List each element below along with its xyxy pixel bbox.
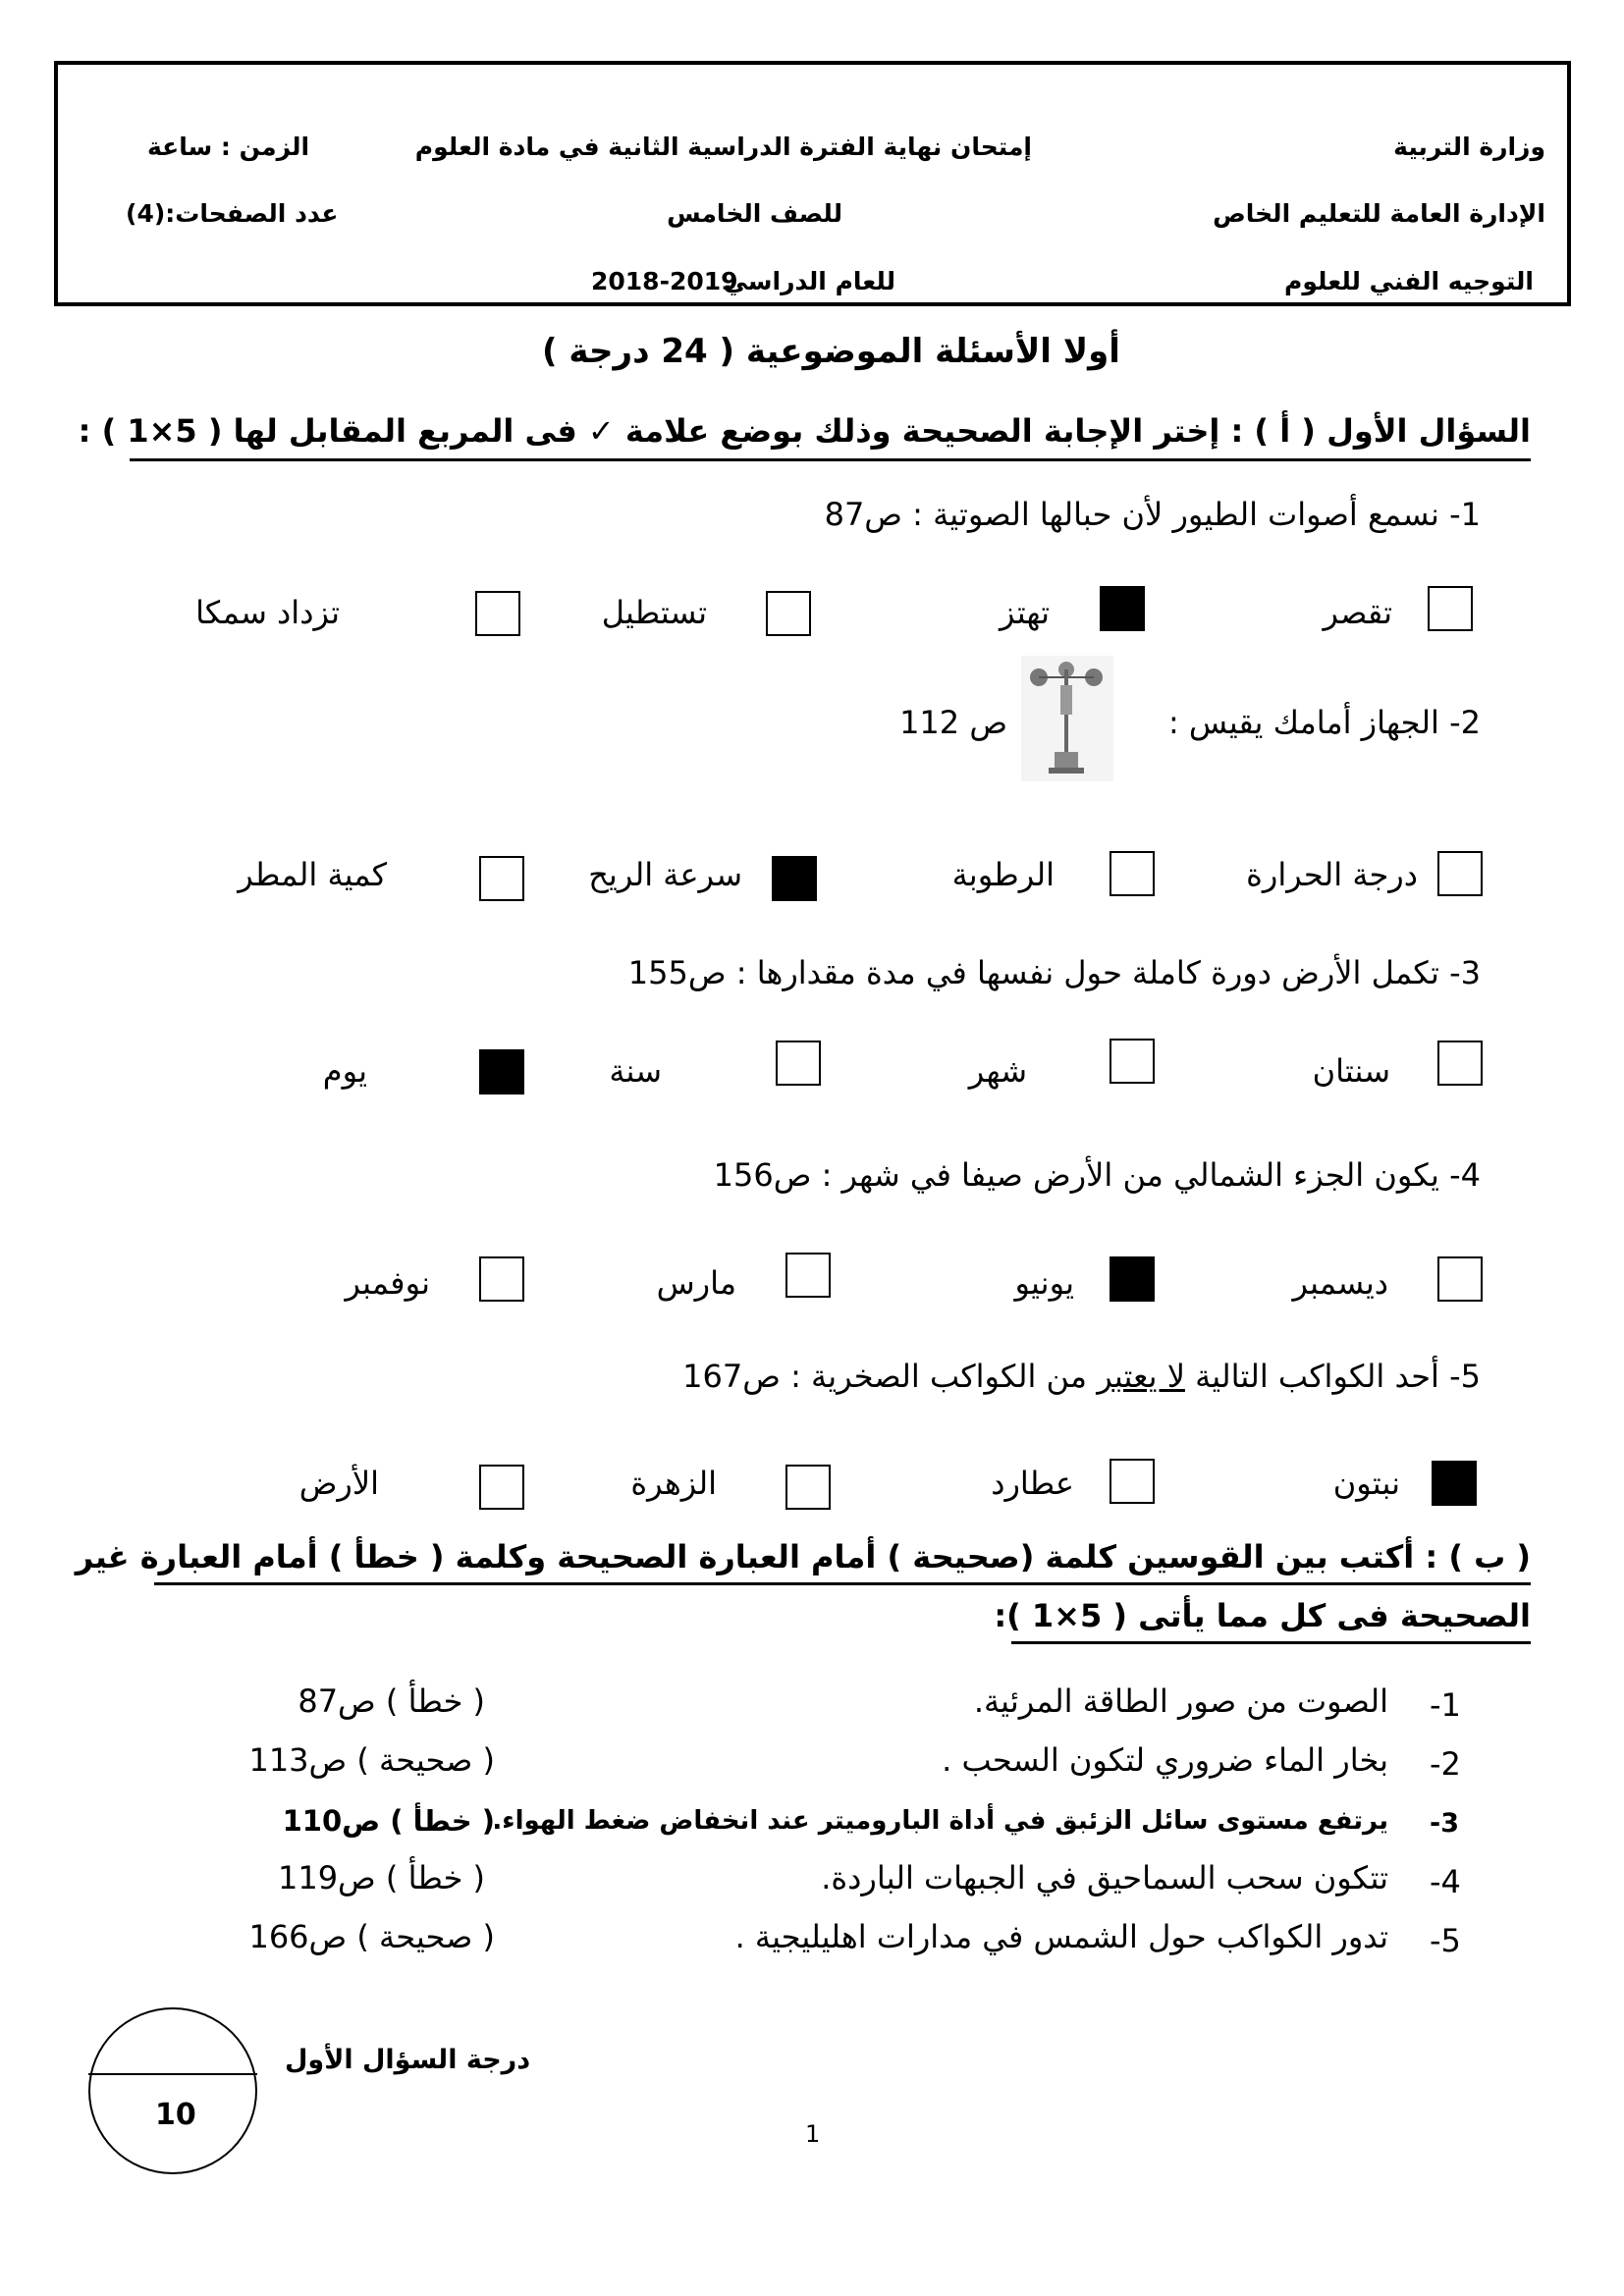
part-a-title-underline — [130, 458, 1531, 461]
q4-option-3-checkbox[interactable] — [785, 1253, 831, 1298]
q1-option-4-label: تزداد سمكا — [195, 594, 340, 631]
part-b-title-line-1: ( ب ) : أكتب بين القوسين كلمة (صحيحة ) أمام العبارة الصحيحة وكلمة ( خطأ ) أمام العبارة غير — [75, 1538, 1531, 1575]
grade-level: للصف الخامس — [667, 199, 842, 228]
statement-2-answer[interactable]: ( صحيحة ) ص113 — [248, 1741, 495, 1779]
q2-option-3-checkbox[interactable] — [772, 856, 817, 901]
q2-option-2-label: الرطوبة — [951, 856, 1055, 893]
q4-option-1-label: ديسمبر — [1292, 1264, 1388, 1302]
part-b-title-line-2: الصحيحة فى كل مما يأتى ( 5×1 ): — [994, 1597, 1531, 1634]
q3-option-4-checkbox[interactable] — [479, 1049, 524, 1095]
statement-5-answer[interactable]: ( صحيحة ) ص166 — [248, 1918, 495, 1955]
q1-option-1-label: تقصر — [1323, 594, 1392, 631]
statement-2-text: بخار الماء ضروري لتكون السحب . — [942, 1741, 1388, 1779]
question-3-text: 3- تكمل الأرض دورة كاملة حول نفسها في مدة مقدارها : ص155 — [627, 954, 1481, 991]
ministry-name: وزارة التربية — [1393, 133, 1545, 161]
q3-option-1-checkbox[interactable] — [1437, 1041, 1483, 1086]
question-5-text-after: من الكواكب الصخرية : ص167 — [682, 1358, 1088, 1395]
q5-option-1-label: نبتون — [1332, 1465, 1400, 1502]
q3-option-3-checkbox[interactable] — [776, 1041, 821, 1086]
exam-time: الزمن : ساعة — [147, 133, 310, 161]
question-5-text-underlined: لا يعتبر — [1097, 1358, 1185, 1395]
q2-option-3-label: سرعة الريح — [588, 856, 742, 893]
q5-option-3-label: الزهرة — [630, 1465, 717, 1502]
q4-option-4-checkbox[interactable] — [479, 1256, 524, 1302]
statement-3-answer[interactable]: ( خطأ ) ص110 — [282, 1804, 495, 1838]
supervision-name: التوجيه الفني للعلوم — [1284, 267, 1534, 295]
q5-option-2-checkbox[interactable] — [1110, 1459, 1155, 1504]
statement-4-number: -4 — [1430, 1863, 1461, 1900]
page-number: 1 — [805, 2120, 821, 2148]
q3-option-3-label: سنة — [609, 1052, 662, 1090]
q4-option-2-checkbox[interactable] — [1110, 1256, 1155, 1302]
question-5-text — [682, 1358, 1481, 1395]
question-2-page-ref: ص 112 — [899, 704, 1007, 741]
q1-option-3-checkbox[interactable] — [766, 591, 811, 636]
q2-option-2-checkbox[interactable] — [1110, 851, 1155, 896]
grade-label: درجة السؤال الأول — [285, 2045, 531, 2075]
statement-3-text: يرتفع مستوى سائل الزئبق في أداة الباروميتر عند انخفاض ضغط الهواء. — [492, 1806, 1388, 1836]
grade-circle-divider — [88, 2073, 257, 2075]
grade-value: 10 — [155, 2098, 196, 2132]
statement-5-number: -5 — [1430, 1922, 1461, 1959]
grade-circle — [88, 2007, 257, 2174]
q2-option-4-checkbox[interactable] — [479, 856, 524, 901]
q3-option-4-label: يوم — [322, 1052, 367, 1090]
statement-4-text: تتكون سحب السماحيق في الجبهات الباردة. — [821, 1859, 1388, 1896]
anemometer-image — [1021, 656, 1113, 781]
q5-option-2-label: عطارد — [991, 1465, 1074, 1502]
q1-option-1-checkbox[interactable] — [1428, 586, 1473, 631]
section-title: أولا الأسئلة الموضوعية ( 24 درجة ) — [542, 332, 1120, 371]
statement-3-number: -3 — [1430, 1808, 1459, 1839]
q4-option-3-label: مارس — [656, 1264, 736, 1302]
statement-1-answer[interactable]: ( خطأ ) ص87 — [298, 1682, 485, 1720]
question-4-text: 4- يكون الجزء الشمالي من الأرض صيفا في شهر : ص156 — [713, 1156, 1481, 1194]
exam-title: إمتحان نهاية الفترة الدراسية الثانية في مادة العلوم — [414, 133, 1032, 161]
q5-option-4-label: الأرض — [298, 1465, 379, 1502]
year-label: للعام الدراسي — [723, 267, 895, 295]
q5-option-4-checkbox[interactable] — [479, 1465, 524, 1510]
q1-option-2-checkbox[interactable] — [1100, 586, 1145, 631]
q5-option-3-checkbox[interactable] — [785, 1465, 831, 1510]
part-b-title-line-1-underline — [154, 1582, 1531, 1585]
q5-option-1-checkbox[interactable] — [1432, 1461, 1477, 1506]
q3-option-2-label: شهر — [968, 1052, 1027, 1090]
q4-option-2-label: يونيو — [1014, 1264, 1074, 1302]
q3-option-2-checkbox[interactable] — [1110, 1039, 1155, 1084]
statement-1-number: -1 — [1430, 1686, 1461, 1724]
question-2-text: 2- الجهاز أمامك يقيس : — [1167, 704, 1481, 741]
part-a-title: السؤال الأول ( أ ) : إختر الإجابة الصحيحة وذلك بوضع علامة ✓ فى المربع المقابل لها ( 5×1 ) : — [78, 412, 1531, 450]
q1-option-3-label: تستطيل — [601, 594, 707, 631]
statement-2-number: -2 — [1430, 1745, 1461, 1783]
statement-4-answer[interactable]: ( خطأ ) ص119 — [277, 1859, 485, 1896]
q4-option-1-checkbox[interactable] — [1437, 1256, 1483, 1302]
question-5-text-before: 5- أحد الكواكب التالية — [1195, 1358, 1481, 1395]
question-1-text: 1- نسمع أصوات الطيور لأن حبالها الصوتية : ص87 — [824, 496, 1481, 533]
q1-option-2-label: تهتز — [1000, 594, 1050, 631]
statement-1-text: الصوت من صور الطاقة المرئية. — [973, 1682, 1388, 1720]
q1-option-4-checkbox[interactable] — [475, 591, 520, 636]
q4-option-4-label: نوفمبر — [345, 1264, 430, 1302]
part-b-title-line-2-underline — [1011, 1641, 1531, 1644]
q2-option-1-label: درجة الحرارة — [1246, 856, 1418, 893]
page-count: عدد الصفحات:(4) — [126, 199, 339, 228]
q2-option-1-checkbox[interactable] — [1437, 851, 1483, 896]
statement-5-text: تدور الكواكب حول الشمس في مدارات اهليليجية . — [734, 1918, 1388, 1955]
academic-year: 2018-2019 — [591, 267, 738, 295]
department-name: الإدارة العامة للتعليم الخاص — [1213, 199, 1545, 228]
q2-option-4-label: كمية المطر — [238, 856, 387, 893]
q3-option-1-label: سنتان — [1312, 1052, 1390, 1090]
